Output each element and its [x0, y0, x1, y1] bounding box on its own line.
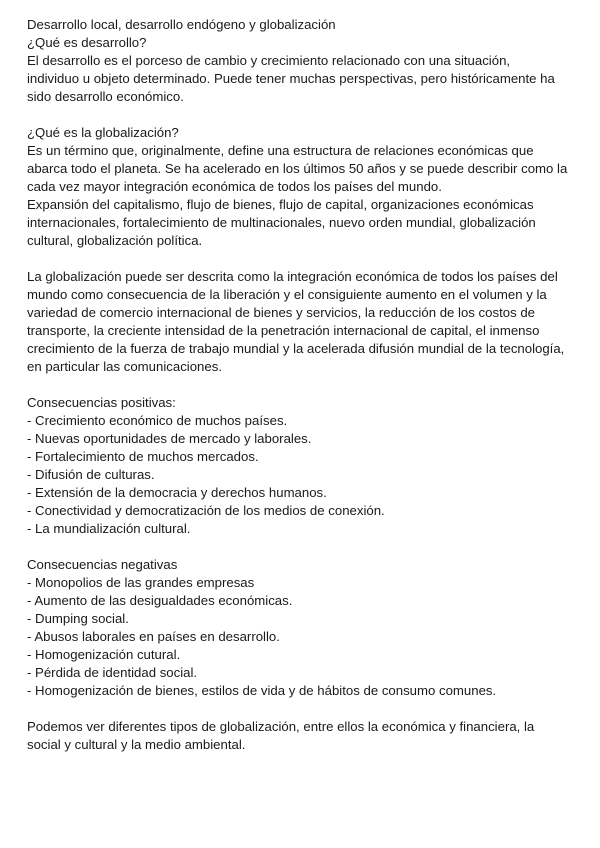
list-item: - Monopolios de las grandes empresas: [27, 575, 255, 590]
spacer: [27, 250, 587, 268]
heading-que-es-desarrollo: ¿Qué es desarrollo?: [27, 35, 147, 50]
paragraph-line: sido desarrollo económico.: [27, 89, 184, 104]
paragraph-line: cada vez mayor integración económica de todos los países del mundo.: [27, 179, 442, 194]
document-title: Desarrollo local, desarrollo endógeno y globalización: [27, 17, 336, 32]
list-item: - Homogenización de bienes, estilos de vida y de hábitos de consumo comunes.: [27, 683, 497, 698]
spacer: [27, 106, 587, 124]
heading-que-es-globalizacion: ¿Qué es la globalización?: [27, 125, 179, 140]
paragraph-line: cultural, globalización política.: [27, 233, 203, 248]
paragraph-line: mundo como consecuencia de la liberación y el consiguiente aumento en el volumen y la: [27, 287, 547, 302]
list-item: - Pérdida de identidad social.: [27, 665, 198, 680]
paragraph-line: transporte, la creciente intensidad de la penetración internacional de capital, el inmenso: [27, 323, 540, 338]
list-item: - Nuevas oportunidades de mercado y laborales.: [27, 431, 312, 446]
spacer: [27, 538, 587, 556]
list-item: - Difusión de culturas.: [27, 467, 155, 482]
paragraph-line: El desarrollo es el porceso de cambio y crecimiento relacionado con una situación,: [27, 53, 511, 68]
paragraph-line: La globalización puede ser descrita como la integración económica de todos los países del: [27, 269, 558, 284]
list-item: - Crecimiento económico de muchos países.: [27, 413, 288, 428]
heading-consecuencias-positivas: Consecuencias positivas:: [27, 395, 176, 410]
paragraph-line: variedad de comercio internacional de bienes y servicios, la reducción de los costos de: [27, 305, 535, 320]
paragraph-line: en particular las comunicaciones.: [27, 359, 222, 374]
heading-consecuencias-negativas: Consecuencias negativas: [27, 557, 178, 572]
list-item: - Abusos laborales en países en desarrollo.: [27, 629, 280, 644]
list-item: - Dumping social.: [27, 611, 129, 626]
paragraph-line: abarca todo el planeta. Se ha acelerado en los últimos 50 años y se puede describir como la: [27, 161, 568, 176]
list-item: - Extensión de la democracia y derechos humanos.: [27, 485, 327, 500]
list-item: - Homogenización cutural.: [27, 647, 181, 662]
document-body: [27, 16, 587, 754]
paragraph-line: Es un término que, originalmente, define una estructura de relaciones económicas que: [27, 143, 534, 158]
spacer: [27, 376, 587, 394]
paragraph-line: internacionales, fortalecimiento de multinacionales, nuevo orden mundial, globalización: [27, 215, 536, 230]
paragraph-line: social y cultural y la medio ambiental.: [27, 737, 246, 752]
paragraph-line: crecimiento de la fuerza de trabajo mundial y la acelerada difusión mundial de la tecnología,: [27, 341, 565, 356]
paragraph-line: Podemos ver diferentes tipos de globalización, entre ellos la económica y financiera, la: [27, 719, 535, 734]
list-item: - La mundialización cultural.: [27, 521, 191, 536]
paragraph-line: Expansión del capitalismo, flujo de bienes, flujo de capital, organizaciones económicas: [27, 197, 534, 212]
list-item: - Conectividad y democratización de los medios de conexión.: [27, 503, 385, 518]
list-item: - Fortalecimiento de muchos mercados.: [27, 449, 259, 464]
spacer: [27, 700, 587, 718]
list-item: - Aumento de las desigualdades económicas.: [27, 593, 293, 608]
paragraph-line: individuo u objeto determinado. Puede tener muchas perspectivas, pero históricamente ha: [27, 71, 555, 86]
